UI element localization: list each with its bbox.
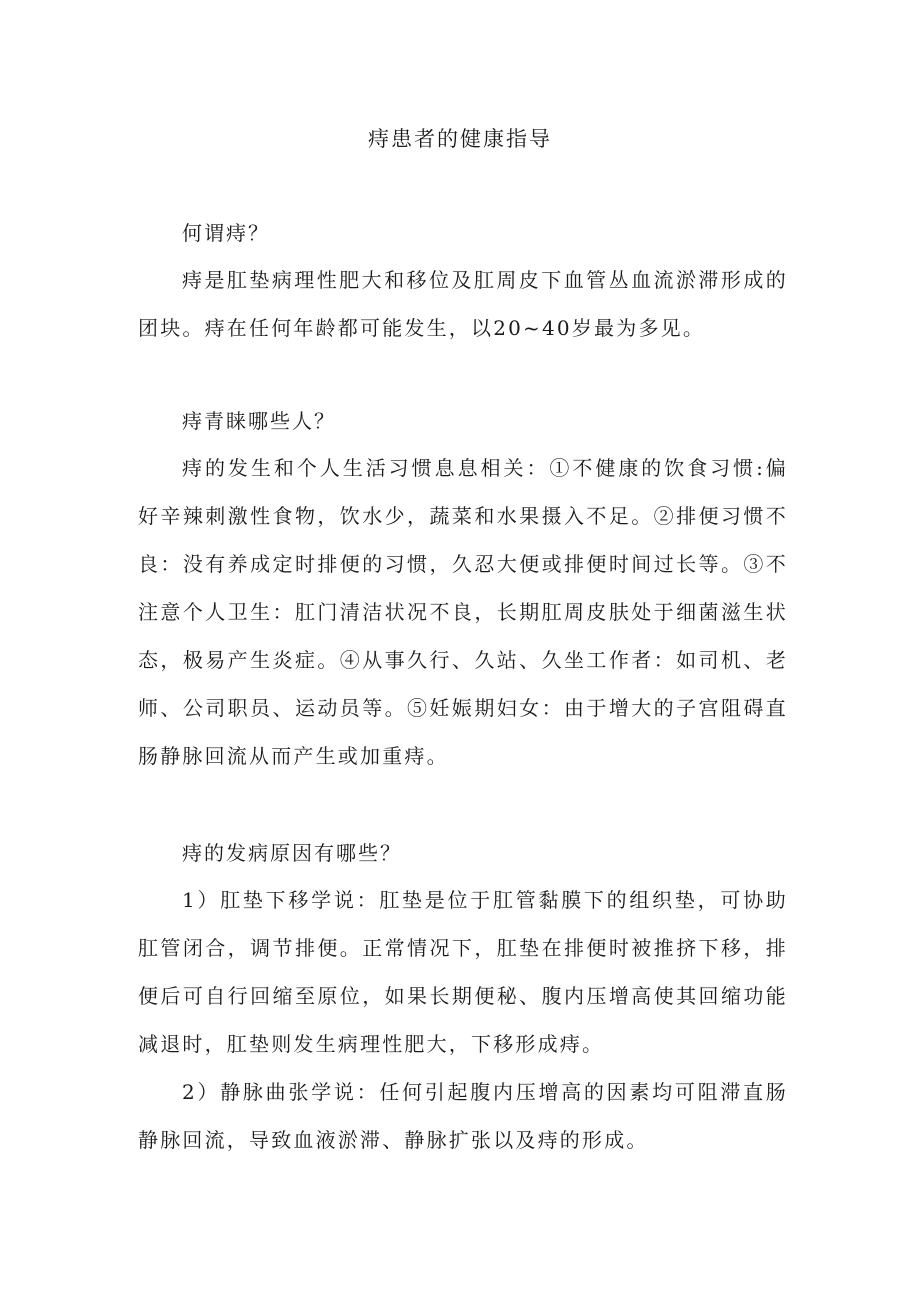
section-heading-causes: 痔的发病原因有哪些？: [182, 841, 402, 865]
section-heading-what-is-hemorrhoid: 何谓痔？: [182, 221, 270, 245]
paragraph-cause-varicose-vein: 2）静脉曲张学说：任何引起腹内压增高的因素均可阻滞直肠静脉回流，导致血液淤滞、静脉扩张以及痔的形成。: [138, 1080, 788, 1152]
paragraph-cause-anal-cushion: 1）肛垫下移学说：肛垫是位于肛管黏膜下的组织垫，可协助肛管闭合，调节排便。正常情况下，肛垫在排便时被推挤下移，排便后可自行回缩至原位，如果长期便秘、腹内压增高使其回缩功能减退时，肛垫则发生病理性肥大，下移形成痔。: [138, 888, 788, 1056]
paragraph-risk-groups: 痔的发生和个人生活习惯息息相关：①不健康的饮食习惯:偏好辛辣刺激性食物，饮水少，蔬菜和水果摄入不足。②排便习惯不良：没有养成定时排便的习惯，久忍大便或排便时间过长等。③不注意个人卫生：肛门清洁状况不良，长期肛周皮肤处于细菌滋生状态，极易产生炎症。④从事久行、久站、久坐工作者：如司机、老师、公司职员、运动员等。⑤妊娠期妇女：由于增大的子宫阻碍直肠静脉回流从而产生或加重痔。: [138, 456, 788, 768]
document-title: 痔患者的健康指导: [368, 127, 552, 151]
section-heading-risk-groups: 痔青睐哪些人？: [182, 409, 336, 433]
paragraph-definition: 痔是肛垫病理性肥大和移位及肛周皮下血管丛血流淤滞形成的团块。痔在任何年龄都可能发生，以20~40岁最为多见。: [138, 268, 788, 340]
